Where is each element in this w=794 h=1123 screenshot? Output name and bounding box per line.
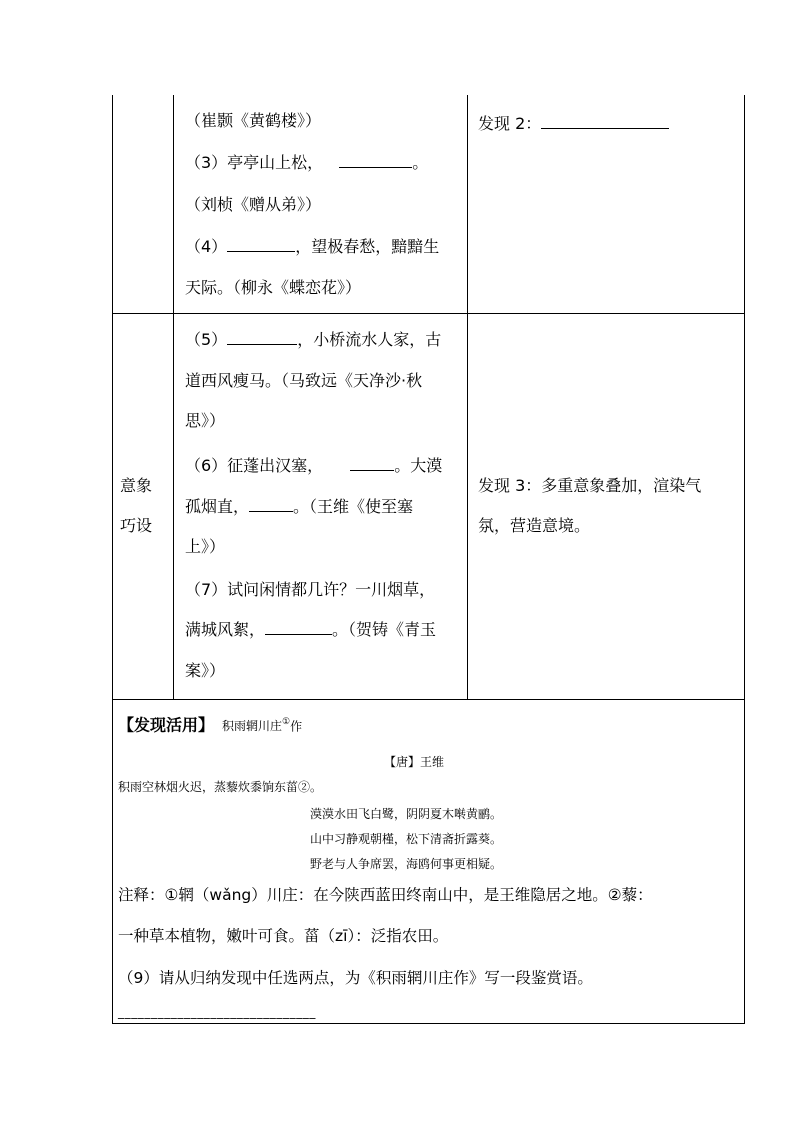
row1-line-5: 天际。（柳永《蝶恋花》） bbox=[185, 278, 362, 297]
answer-blank[interactable] bbox=[350, 456, 394, 471]
poem-line-3: 山中习静观朝槿，松下清斋折露葵。 bbox=[310, 832, 503, 846]
row2-line-5-end: 。（王维《使至塞 bbox=[293, 497, 414, 516]
row1-line-3: （刘桢《赠从弟》） bbox=[185, 195, 322, 214]
table-col-divider-2 bbox=[467, 95, 468, 699]
poem-line-2: 漠漠水田飞白鹭，阴阴夏木啭黄鹂。 bbox=[310, 807, 503, 821]
row2-line-1-text: ，小桥流水人家，古 bbox=[297, 330, 442, 349]
answer-blank[interactable] bbox=[541, 114, 669, 129]
poem-author: 【唐】王维 bbox=[384, 755, 445, 769]
note-line-2: 一种草本植物，嫩叶可食。菑（zī）：泛指农田。 bbox=[118, 927, 449, 945]
row2-line-8 bbox=[185, 620, 436, 640]
answer-blank[interactable] bbox=[227, 237, 295, 252]
table-border-bottom bbox=[112, 1023, 745, 1024]
discovery-3-line-1: 发现 3：多重意象叠加，渲染气 bbox=[478, 476, 702, 495]
row2-line-3: 思》） bbox=[185, 411, 226, 430]
table-border-left bbox=[112, 95, 113, 1024]
row2-line-4-end: 。大漠 bbox=[394, 456, 443, 475]
row2-line-4-text: （6）征蓬出汉塞， bbox=[185, 456, 324, 475]
discovery-2 bbox=[478, 114, 669, 134]
table-row-divider-1 bbox=[112, 313, 745, 314]
answer-blank[interactable] bbox=[249, 497, 293, 512]
poem-line-1: 积雨空林烟火迟，蒸藜炊黍饷东菑②。 bbox=[118, 780, 323, 794]
answer-blank[interactable] bbox=[227, 330, 297, 345]
row2-line-6: 上》） bbox=[185, 537, 226, 556]
answer-blank[interactable] bbox=[339, 153, 412, 168]
row1-line-2-text: （3）亭亭山上松， bbox=[185, 153, 324, 172]
discovery-3-line-2: 氛，营造意境。 bbox=[478, 516, 591, 535]
answer-blank[interactable] bbox=[265, 620, 332, 635]
category-line-2: 巧设 bbox=[120, 516, 153, 535]
row1-line-4-prefix: （4） bbox=[185, 237, 228, 256]
note-line-1: 注释：①辋（wǎng）川庄：在今陕西蓝田终南山中，是王维隐居之地。②藜： bbox=[118, 886, 653, 904]
poem-line-4: 野老与人争席罢，海鸥何事更相疑。 bbox=[310, 857, 503, 871]
poem-title-superscript: ① bbox=[282, 717, 291, 727]
row2-line-4 bbox=[185, 456, 442, 476]
answer-line[interactable]: ______________________________ bbox=[118, 1005, 316, 1019]
table-row-divider-2 bbox=[112, 699, 745, 700]
row2-line-9: 案》） bbox=[185, 661, 226, 680]
row1-line-2 bbox=[185, 153, 428, 173]
apply-header bbox=[118, 714, 302, 735]
row2-line-8-text: 满城风絮， bbox=[185, 620, 266, 639]
row1-line-4-text: ，望极春愁，黯黯生 bbox=[295, 237, 440, 256]
question-9: （9）请从归纳发现中任选两点，为《积雨辋川庄作》写一段鉴赏语。 bbox=[118, 969, 593, 987]
poem-title-suffix: 作 bbox=[290, 719, 303, 734]
row2-line-7: （7）试问闲情都几许？一川烟草， bbox=[185, 580, 436, 599]
row2-line-5 bbox=[185, 497, 413, 517]
row1-line-2-end: 。 bbox=[412, 153, 429, 172]
poem-title: 积雨辋川庄 bbox=[222, 719, 283, 734]
apply-heading: 【发现活用】 bbox=[118, 715, 215, 735]
row2-line-2: 道西风瘦马。（马致远《天净沙·秋 bbox=[185, 371, 423, 390]
row1-line-1: （崔颢《黄鹤楼》） bbox=[185, 111, 322, 130]
discovery-2-label: 发现 2： bbox=[478, 114, 542, 133]
category-line-1: 意象 bbox=[120, 476, 153, 495]
row2-line-5-text: 孤烟直， bbox=[185, 497, 250, 516]
row2-line-1 bbox=[185, 330, 441, 350]
row2-line-8-end: 。（贺铸《青玉 bbox=[332, 620, 437, 639]
table-border-right bbox=[744, 95, 745, 1024]
row1-line-4 bbox=[185, 237, 439, 257]
row2-line-1-prefix: （5） bbox=[185, 330, 228, 349]
table-col-divider-1 bbox=[173, 95, 174, 699]
